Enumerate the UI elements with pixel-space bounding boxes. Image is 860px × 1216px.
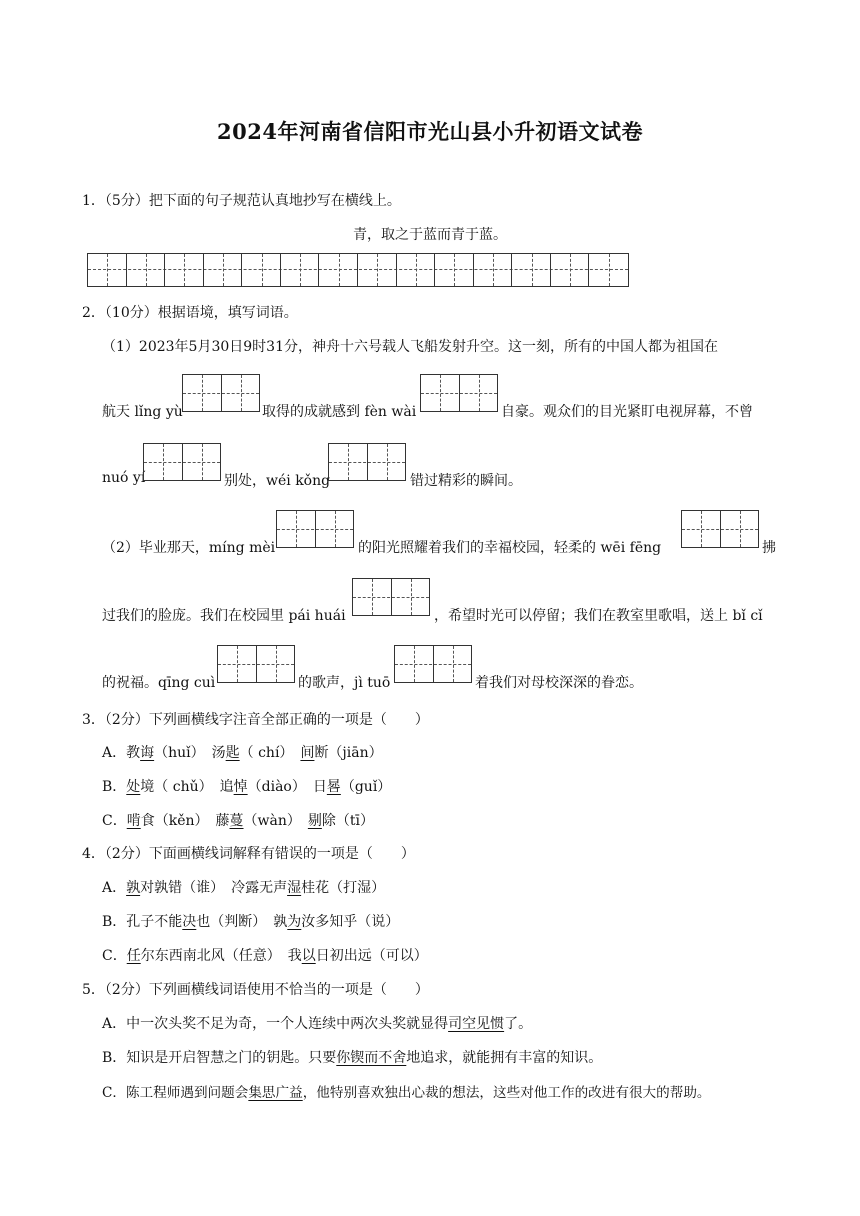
q2-text-bici: ，希望时光可以停留；我们在教室里歌唱，送上 bǐ cǐ	[434, 608, 763, 624]
answer-box-weifeng[interactable]	[681, 510, 759, 548]
q2-pinyin-lingyu: 航天 lǐng yù	[102, 404, 183, 420]
grid-cell[interactable]	[88, 254, 127, 286]
question-3-stem: 3．（2分）下列画横线字注音全部正确的一项是（ ）	[82, 712, 429, 728]
answer-box-mingmei[interactable]	[276, 510, 354, 548]
grid-cell[interactable]	[397, 254, 436, 286]
question-5-stem: 5．（2分）下列画横线词语使用不恰当的一项是（ ）	[82, 982, 429, 998]
q5-option-c[interactable]: C．陈工程师遇到问题会集思广益，他特别喜欢独出心裁的想法，这些对他工作的改进有很大的帮助。	[102, 1085, 711, 1101]
copy-sentence: 青，取之于蓝而青于蓝。	[353, 227, 507, 243]
answer-box-jituo[interactable]	[394, 645, 472, 683]
grid-cell[interactable]	[589, 254, 628, 286]
answer-box-lingyu[interactable]	[182, 374, 260, 412]
q2-text-fu: 拂	[762, 540, 776, 556]
q5-option-b[interactable]: B．知识是开启智慧之门的钥匙。只要你锲而不舍地追求，就能拥有丰富的知识。	[102, 1050, 603, 1066]
page-title: 2024年河南省信阳市光山县小升初语文试卷	[217, 119, 643, 144]
grid-cell[interactable]	[435, 254, 474, 286]
question-1-stem: 1．（5分）把下面的句子规范认真地抄写在横线上。	[82, 193, 401, 209]
grid-cell[interactable]	[319, 254, 358, 286]
question-4-stem: 4．（2分）下面画横线词解释有错误的一项是（ ）	[82, 846, 415, 862]
q4-option-a[interactable]: A．孰对孰错（谁） 冷露无声湿桂花（打湿）	[102, 880, 386, 896]
grid-cell[interactable]	[204, 254, 243, 286]
q2-p1-line1: （1）2023年5月30日9时31分，神舟十六号载人飞船发射升空。这一刻，所有的中国人都为祖国在	[102, 339, 718, 355]
grid-cell[interactable]	[165, 254, 204, 286]
q2-text-weifeng: 的阳光照耀着我们的幸福校园，轻柔的 wēi fēng	[358, 540, 662, 556]
q4-option-b[interactable]: B．孔子不能决也（判断） 孰为汝多知乎（说）	[102, 914, 400, 930]
q5-option-a[interactable]: A．中一次头奖不足为奇，一个人连续中两次头奖就显得司空见惯了。	[102, 1016, 533, 1032]
answer-box-qingcui[interactable]	[217, 645, 295, 683]
q4-option-c[interactable]: C．任尔东西南北风（任意） 我以日初出远（可以）	[102, 948, 428, 964]
q2-text-weikong: 别处，wéi kǒng	[224, 473, 331, 489]
answer-box-weikong[interactable]	[328, 443, 406, 481]
grid-cell[interactable]	[358, 254, 397, 286]
grid-cell[interactable]	[242, 254, 281, 286]
q2-text-fenwai: 取得的成就感到 fèn wài	[262, 404, 417, 420]
question-2-stem: 2．（10分）根据语境，填写词语。	[82, 305, 298, 321]
q2-text-end: 着我们对母校深深的眷恋。	[475, 675, 643, 691]
writing-grid[interactable]	[87, 253, 629, 287]
q2-text-line3-end: 错过精彩的瞬间。	[410, 473, 522, 489]
q2-text-line2-end: 自豪。观众们的目光紧盯电视屏幕，不曾	[501, 404, 753, 420]
q3-option-c[interactable]: C．啃食（kěn） 藤蔓（wàn） 剔除（tī）	[102, 813, 374, 829]
answer-box-paihuai[interactable]	[352, 578, 430, 616]
grid-cell[interactable]	[551, 254, 590, 286]
grid-cell[interactable]	[512, 254, 551, 286]
q3-option-b[interactable]: B．处境（ chǔ） 追悼（diào） 日晷（guǐ）	[102, 779, 392, 795]
q2-p2-start: （2）毕业那天，míng mèi	[102, 540, 276, 556]
q2-pinyin-nuoyi: nuó yí	[102, 470, 146, 486]
q2-text-qingcui: 的祝福。qīng cuì	[102, 675, 216, 691]
grid-cell[interactable]	[281, 254, 320, 286]
answer-box-nuoyi[interactable]	[143, 443, 221, 481]
answer-box-fenwai[interactable]	[420, 374, 498, 412]
q2-text-paihuai: 过我们的脸庞。我们在校园里 pái huái	[102, 608, 346, 624]
grid-cell[interactable]	[127, 254, 166, 286]
q2-text-jituo: 的歌声，jì tuō	[298, 675, 391, 691]
grid-cell[interactable]	[474, 254, 513, 286]
q3-option-a[interactable]: A．教诲（huǐ） 汤匙（ chí） 间断（jiān）	[102, 745, 383, 761]
